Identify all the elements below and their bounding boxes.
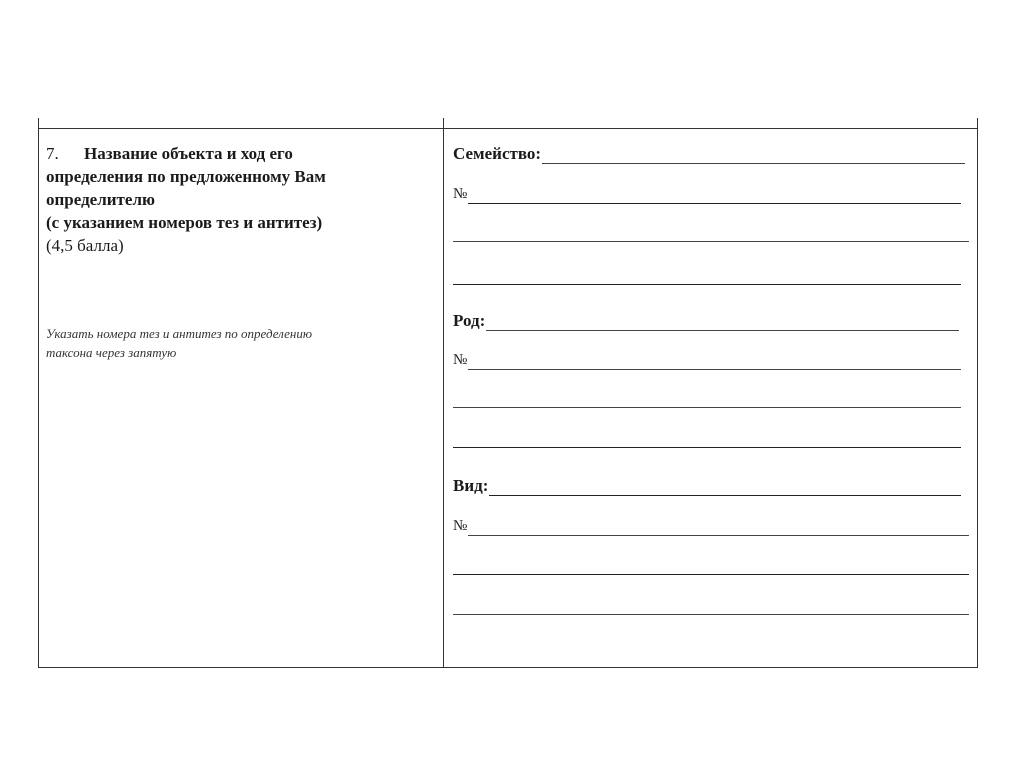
genus-number-row[interactable] xyxy=(453,350,961,370)
answer-cell xyxy=(453,128,973,668)
species-extra-line-2[interactable] xyxy=(453,614,969,615)
column-divider xyxy=(443,118,444,668)
family-number-sign: № xyxy=(453,186,468,202)
species-blank[interactable] xyxy=(489,480,961,496)
hint-line-2: таксона через запятую xyxy=(46,345,177,360)
species-label: Вид: xyxy=(453,476,489,495)
species-row[interactable] xyxy=(453,476,961,496)
species-extra-line-1[interactable] xyxy=(453,574,969,575)
question-title-line-3: определителю xyxy=(46,190,155,209)
question-title-line-4: (с указанием номеров тез и антитез) xyxy=(46,213,323,232)
family-number-row[interactable] xyxy=(453,184,961,204)
question-hint xyxy=(46,324,426,362)
question-cell xyxy=(46,142,436,257)
family-row[interactable] xyxy=(453,144,965,164)
genus-row[interactable] xyxy=(453,311,959,331)
genus-number-blank[interactable] xyxy=(468,354,961,370)
species-number-row[interactable] xyxy=(453,516,969,536)
genus-blank[interactable] xyxy=(486,315,959,331)
family-number-blank[interactable] xyxy=(468,188,961,204)
family-extra-line-2[interactable] xyxy=(453,284,961,285)
family-blank[interactable] xyxy=(542,148,965,164)
genus-extra-line-2[interactable] xyxy=(453,447,961,448)
genus-label: Род: xyxy=(453,311,486,330)
family-label: Семейство: xyxy=(453,144,542,163)
question-title-line-2: определения по предложенному Вам xyxy=(46,167,326,186)
question-score: (4,5 балла) xyxy=(46,236,124,255)
question-title-line-1: Название объекта и ход его xyxy=(84,144,293,163)
species-number-sign: № xyxy=(453,518,468,534)
question-number: 7. xyxy=(46,144,59,163)
family-extra-line-1[interactable] xyxy=(453,241,969,242)
question-title xyxy=(46,142,436,234)
hint-line-1: Указать номера тез и антитез по определению xyxy=(46,326,313,341)
genus-number-sign: № xyxy=(453,352,468,368)
genus-extra-line-1[interactable] xyxy=(453,407,961,408)
species-number-blank[interactable] xyxy=(468,520,969,536)
